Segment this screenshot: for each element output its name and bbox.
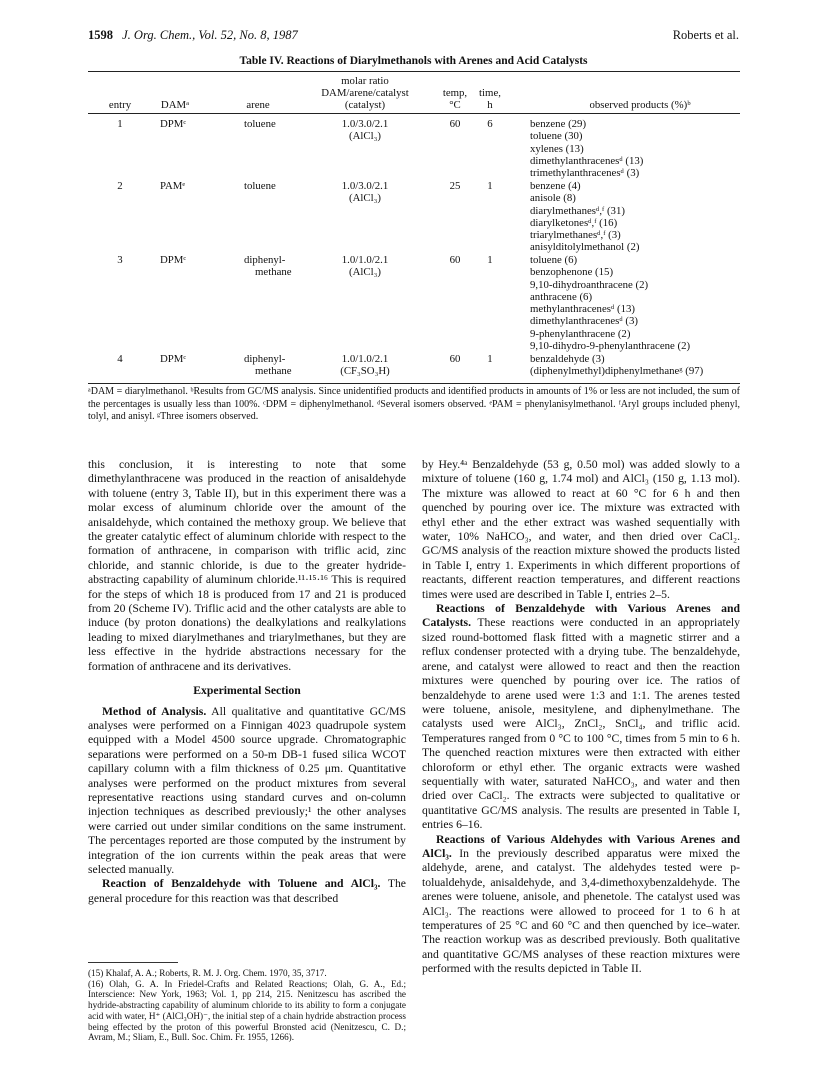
cell-dam: DPMᶜ: [160, 118, 187, 130]
paragraph-lead: Reactions of Benzaldehyde with Various Arenes and Catalysts.: [422, 602, 740, 630]
paragraph-lead: Reactions of Various Aldehydes with Various Arenes and AlCl₃.: [422, 832, 740, 860]
cell-products: [530, 353, 703, 378]
product-item: 9,10-dihydro-9-phenylanthracene (2): [530, 340, 691, 353]
cell-ratio: 1.0/3.0/2.1: [341, 180, 389, 192]
body-paragraph: [88, 877, 406, 906]
product-item: benzene (29): [530, 118, 587, 130]
col-header-ratio-2: DAM/arene/catalyst: [321, 87, 409, 99]
header-left: [88, 28, 298, 43]
body-paragraph: [422, 602, 740, 833]
references-rule: [88, 962, 178, 963]
cell-arene: diphenyl-: [244, 254, 286, 266]
product-item: trimethylanthracenesᵈ (3): [530, 167, 640, 180]
product-item: (diphenylmethyl)diphenylmethaneᵍ (97): [530, 365, 704, 378]
col-header-entry: entry: [108, 99, 132, 111]
body-paragraph: this conclusion, it is interesting to note that some dimethylanthracene was produced in the reaction of anisaldehyde with toluene (entry 3, Table II), but in this experiment there was a molar excess of aluminum chloride over the amount of the anisaldehyde, which contained the methoxy group. We believe that the greater catalytic effect of aluminum chloride with respect to the formation of anthracene, in comparison with triflic acid, zinc chloride, and stannic chloride, is due to the greater hydride-abstracting capability of aluminum chloride.¹¹·¹⁵·¹⁶ This is required for the steps of which 18 is produced from 17 and 21 is produced from 20 (Scheme IV). Triflic acid and the other catalysts are able to induce (by proton donations) the dealkylations and realkylations leading to mixed diarylmethanes and triarylmethanes, but they are less effective in the hydride abstractions necessary for the formation of anthracene and its derivatives.: [88, 458, 406, 673]
cell-dam: DPMᶜ: [160, 353, 187, 365]
body-paragraph: by Hey.⁴ᵃ Benzaldehyde (53 g, 0.50 mol) was added slowly to a mixture of toluene (160 g, 1.74 mol) and AlCl₃ (150 g, 1.13 mol). The mixture was allowed to react at 60 °C for 6 h and then quenched by pouring over ice. The mixture was extracted with ethyl ether and the ether extract was washed sequentially with water, 10% NaHCO₃, and water, and then dried over CaCl₂. GC/MS analysis of the reaction mixture showed the products listed in Table I, entry 1. Experiments in which different proportions of reactants, different reaction temperatures, and different reactions times were used are described in Table I, entries 2–5.: [422, 458, 740, 601]
references: [88, 968, 406, 1043]
table-header-rule: [88, 113, 740, 114]
col-header-dam: DAMᵃ: [160, 99, 190, 111]
table-footnotes: ᵃDAM = diarylmethanol. ᵇResults from GC/MS analysis. Since unidentified products and identified products in amounts of 1% or less are not included, the sum of the percentages is usually less than 100%. ᶜDPM = diphenylmethanol. ᵈSeveral isomers observed. ᵉPAM = phenylanisylmethanol. ᶠAryl groups included phenyl, tolyl, and anisyl. ᵍThree isomers observed.: [88, 386, 740, 422]
left-column: [88, 458, 406, 906]
paragraph-lead: Method of Analysis.: [102, 704, 207, 718]
cell-catalyst: (CF₃SO₃H): [340, 365, 390, 377]
product-item: triarylmethanesᵈ,ᶠ (3): [530, 229, 621, 242]
product-item: anisole (8): [530, 192, 576, 205]
cell-entry: 4: [117, 353, 123, 365]
col-header-arene: arene: [246, 99, 270, 111]
paragraph-lead: Reaction of Benzaldehyde with Toluene and AlCl₃.: [102, 877, 381, 891]
product-item: methylanthracenesᵈ (13): [530, 303, 635, 316]
cell-arene: toluene: [244, 118, 276, 130]
cell-ratio: 1.0/3.0/2.1: [341, 118, 389, 130]
cell-time: 1: [487, 353, 493, 365]
product-item: benzene (4): [530, 180, 581, 192]
cell-entry: 3: [117, 254, 123, 266]
cell-temp: 60: [449, 353, 461, 365]
section-heading: Experimental Section: [193, 684, 301, 698]
cell-entry: 2: [117, 180, 123, 192]
product-item: dimethylanthracenesᵈ (13): [530, 154, 644, 167]
col-header-temp-2: °C: [449, 99, 461, 111]
product-item: anisylditolylmethanol (2): [530, 241, 640, 254]
product-item: anthracene (6): [530, 290, 593, 303]
reference-item: (15) Khalaf, A. A.; Roberts, R. M. J. Org. Chem. 1970, 35, 3717.: [88, 968, 327, 978]
product-item: dimethylanthracenesᵈ (3): [530, 315, 638, 328]
body-paragraph: [422, 833, 740, 977]
cell-arene-cont: methane: [255, 266, 292, 278]
col-header-time-2: h: [487, 99, 493, 111]
product-item: xylenes (13): [530, 142, 584, 155]
col-header-ratio-3: (catalyst): [344, 99, 386, 111]
cell-ratio: 1.0/1.0/2.1: [341, 353, 389, 365]
header-authors: Roberts et al.: [672, 28, 739, 42]
cell-catalyst: (AlCl₃): [349, 192, 381, 204]
page-number: 1598: [88, 28, 113, 42]
reference-item: (16) Olah, G. A. In Friedel-Crafts and Related Reactions; Olah, G. A., Ed.; Interscience: New York, 1963; Vol. 1, pp 214, 215. Nenitzescu has ascribed the hydride-abstracting capability of aluminum chloride to its ability to form a conjugate acid with water, H⁺ (AlCl₃OH)⁻, the initial step of a chain hydride abstraction process being effected by the proton of this powerful Bronsted acid (Nenitzescu, C. D.; Avram, M.; Sliam, E., Bull. Soc. Chim. Fr. 1955, 1266).: [88, 978, 406, 1043]
cell-products: [530, 254, 690, 352]
paragraph-text: The general procedure for this reaction was that described: [88, 877, 406, 905]
cell-time: 1: [487, 180, 493, 192]
paragraph-text: All qualitative and quantitative GC/MS analyses were performed on a Finnigan 4023 quadrupole system equipped with a Model 4500 source upgrade. Chromatographic separations were performed on a 50-m DB-1 fused silica WCOT capillary column with a film thickness of 0.25 μm. Quantitative analyses were performed on the product mixtures from several representative reactions using standard curves and on-column injection techniques as described previously;¹ the other analyses were carried out under similar conditions on the same instrument. The percentages reported are those computed by the instrument by integration of the ion currents within the peak areas that were selected manually.: [88, 704, 406, 876]
cell-arene-cont: methane: [255, 365, 292, 377]
col-header-ratio-1: molar ratio: [341, 75, 389, 87]
product-item: benzaldehyde (3): [530, 353, 605, 365]
cell-arene: diphenyl-: [244, 353, 286, 365]
col-header-time-1: time,: [479, 87, 501, 99]
cell-entry: 1: [117, 118, 123, 130]
cell-time: 1: [487, 254, 493, 266]
product-item: diarylketonesᵈ,ᶠ (16): [530, 216, 618, 229]
product-item: diarylmethanesᵈ,ᶠ (31): [530, 204, 625, 217]
cell-dam: DPMᶜ: [160, 254, 187, 266]
cell-catalyst: (AlCl₃): [349, 130, 381, 142]
running-header: [88, 28, 739, 46]
col-header-temp-1: temp,: [442, 87, 468, 99]
paragraph-text: These reactions were conducted in an appropriately sized round-bottomed flask fitted with a magnetic stirrer and a reflux condenser protected with a drying tube. The benzaldehyde, arene, and catalyst were allowed to react and then the reaction mixtures were quenched by pouring over ice. The ratios of benzaldehyde to arene used were 1:3 and 1:1. The arenes tested were toluene, anisole, mesitylene, and diphenylmethane. The catalysts used were AlCl₃, ZnCl₂, SnCl₄, and triflic acid. Temperatures ranged from 0 °C to 100 °C, times from 5 min to 6 h. The quenched reaction mixtures were then extracted with either chloroform or ethyl ether. The organic extracts were washed sequentially with water, saturated NaHCO₃, and water and then dried over CaCl₂. The extracts were subjected to qualitative or quantitative GC/MS analysis. The results are presented in Table I, entries 6–16.: [422, 616, 740, 832]
cell-temp: 60: [449, 254, 461, 266]
cell-ratio: 1.0/1.0/2.1: [341, 254, 389, 266]
cell-products: [530, 180, 639, 254]
right-column: [422, 458, 740, 977]
journal-citation: J. Org. Chem., Vol. 52, No. 8, 1987: [122, 28, 298, 42]
table-bottom-rule: [88, 383, 740, 384]
cell-temp: 25: [449, 180, 461, 192]
body-paragraph: [88, 705, 406, 878]
cell-dam: PAMᵉ: [160, 180, 186, 192]
product-item: toluene (30): [530, 130, 583, 143]
table-title: Table IV. Reactions of Diarylmethanols with Arenes and Acid Catalysts: [239, 55, 588, 67]
paragraph-text: In the previously described apparatus were mixed the aldehyde, arene, and catalyst. The aldehydes tested were p-tolualdehyde, anisaldehyde, and 3,4-dimethoxybenzaldehyde. The arenes were toluene, anisole, and phenetole. The catalyst used was AlCl₃. The reactions were allowed to proceed for 1 to 6 h at temperatures of 25 °C and 60 °C and then quenched by ice–water. The reaction workup was as described previously. Both qualitative and quantitative GC/MS analyses of these reaction mixtures were performed with the results depicted in Table II.: [422, 846, 740, 976]
cell-arene: toluene: [244, 180, 276, 192]
product-item: toluene (6): [530, 254, 578, 266]
cell-time: 6: [487, 118, 493, 130]
cell-temp: 60: [449, 118, 461, 130]
product-item: benzophenone (15): [530, 266, 614, 279]
cell-catalyst: (AlCl₃): [349, 266, 381, 278]
product-item: 9,10-dihydroanthracene (2): [530, 278, 649, 291]
table-top-rule: [88, 71, 740, 72]
product-item: 9-phenylanthracene (2): [530, 327, 631, 340]
cell-products: [530, 118, 643, 179]
col-header-products: observed products (%)ᵇ: [589, 99, 691, 111]
